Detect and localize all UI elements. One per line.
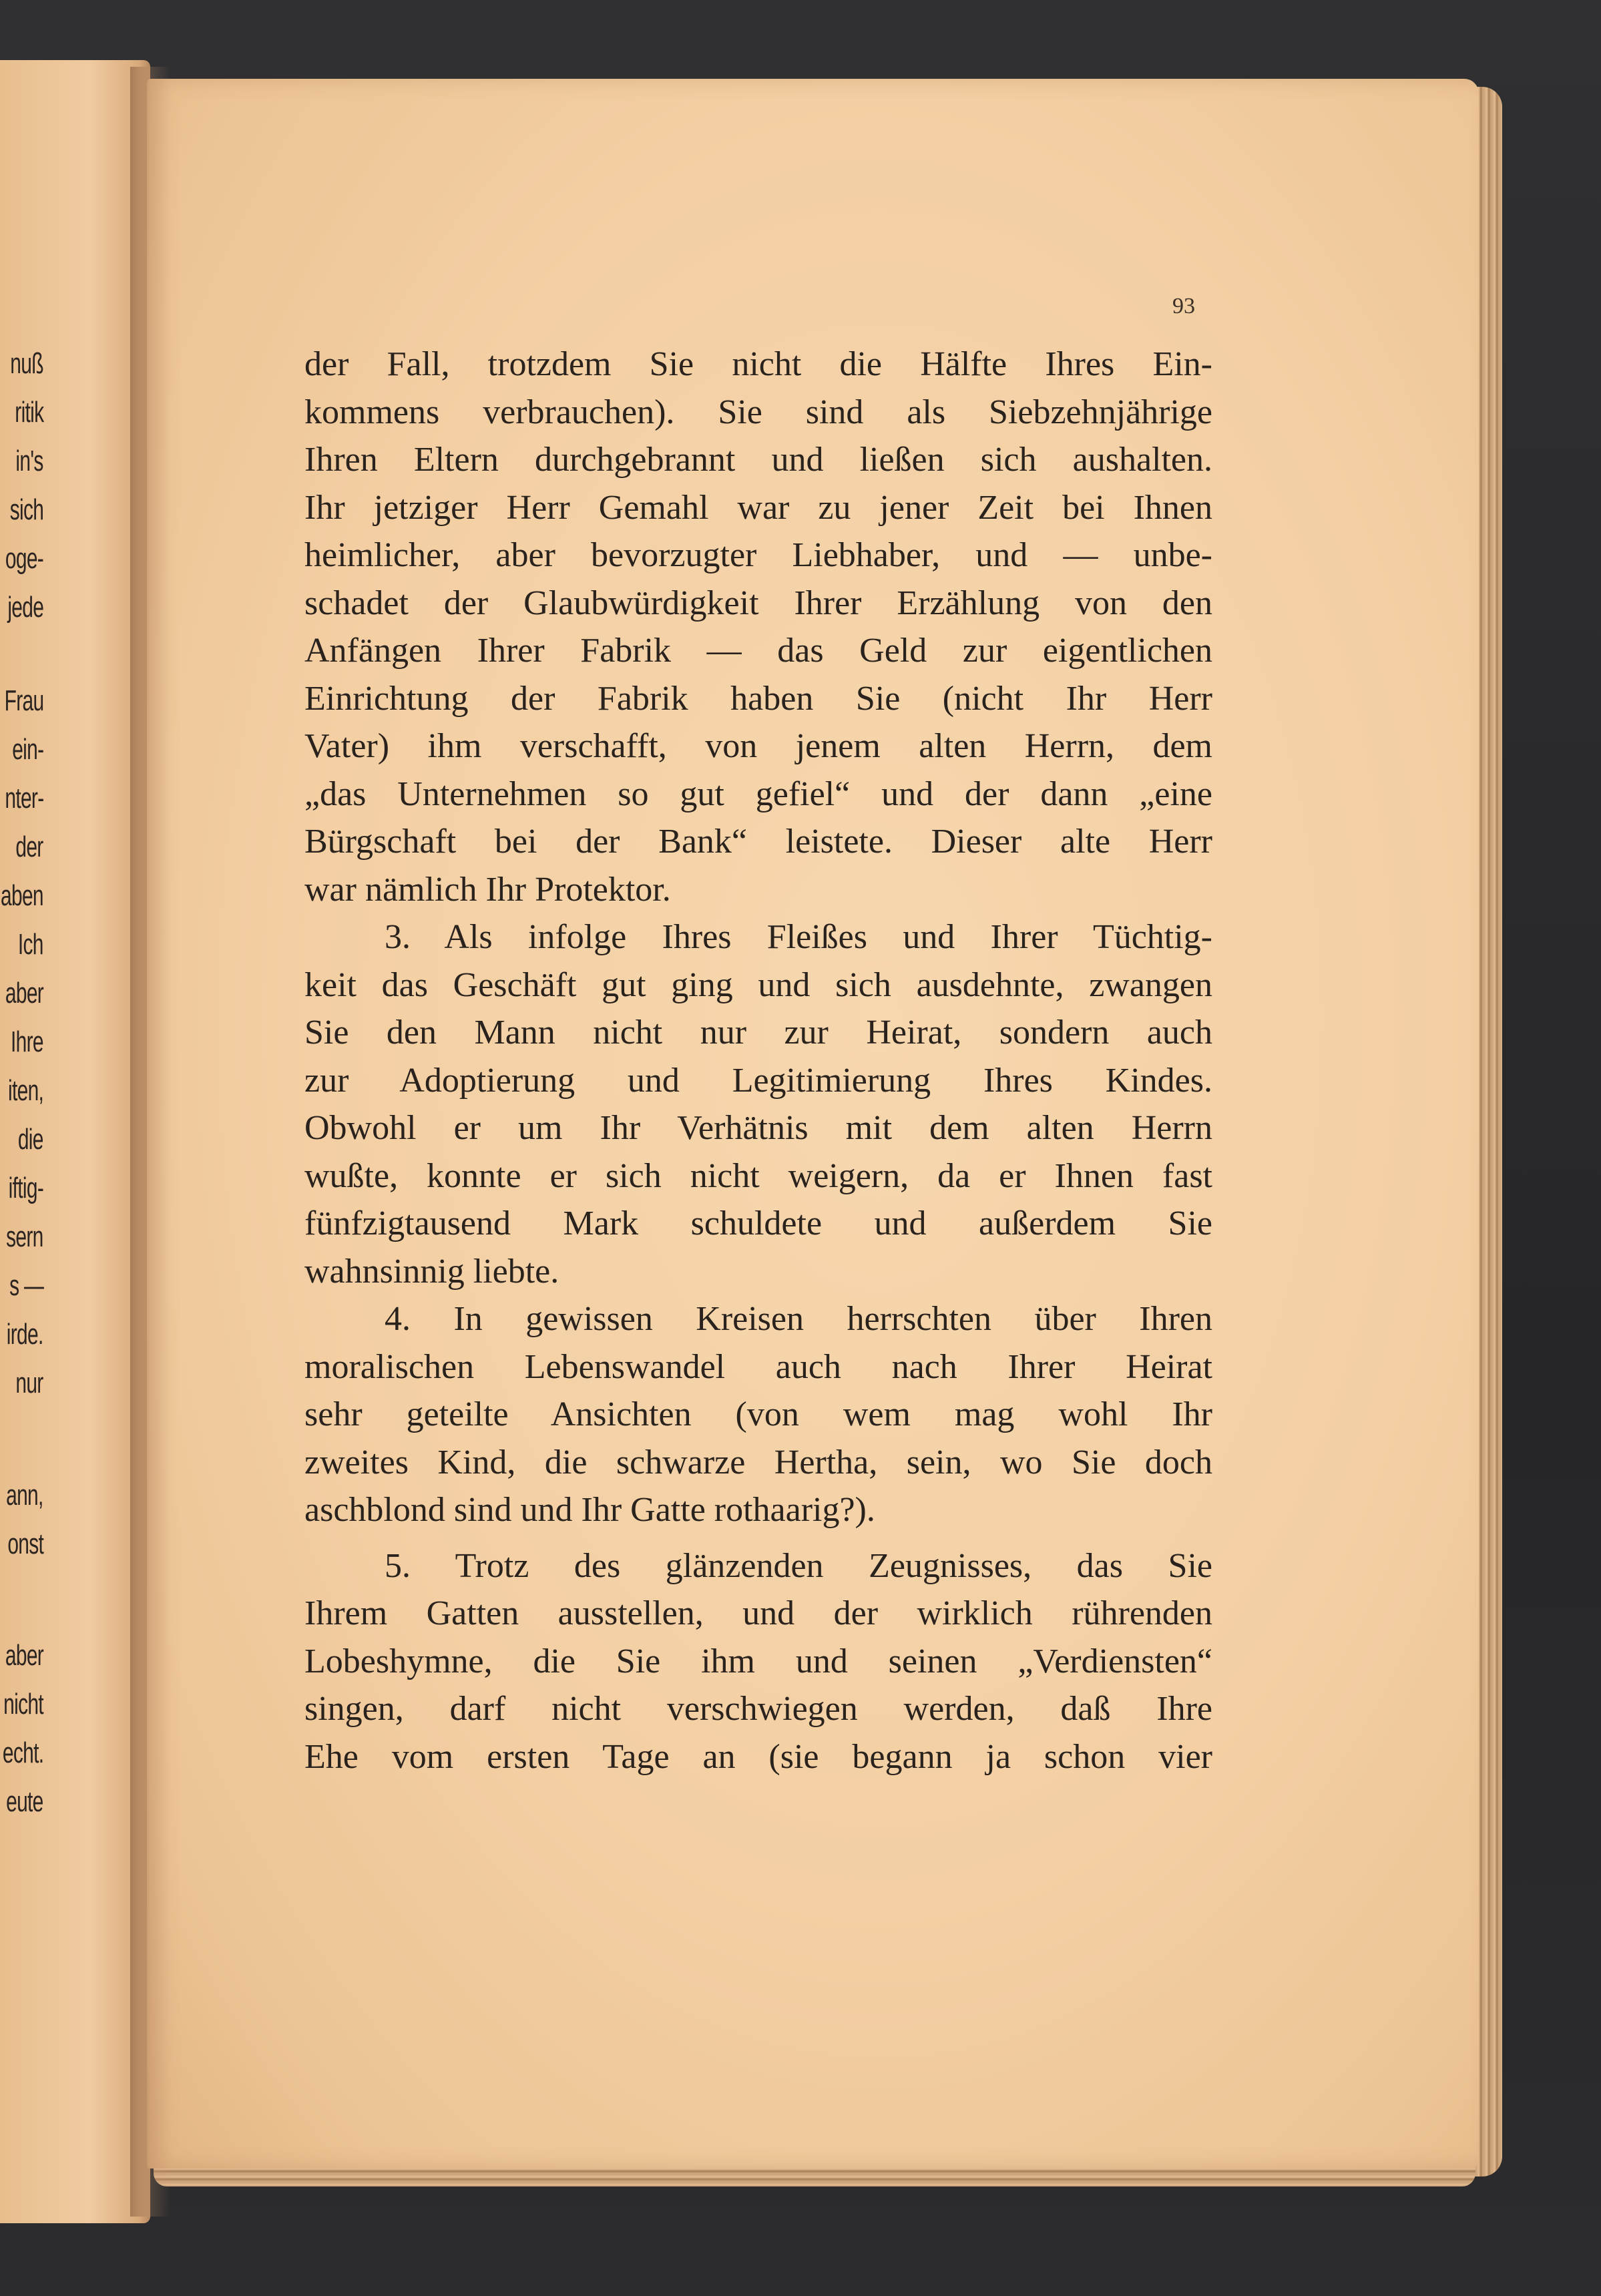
text-line: sehr geteilte Ansichten (von wem mag wohl Ihr <box>304 1395 1212 1433</box>
text-line: Vater) ihm verschafft, von jenem alten Herrn, dem <box>304 727 1212 765</box>
text-line: 3. Als infolge Ihres Fleißes und Ihrer Tüchtig- <box>385 918 1212 956</box>
left-fragment: echt. <box>2 1737 43 1769</box>
left-fragment: in's <box>15 445 43 477</box>
left-fragment: nicht <box>3 1688 43 1720</box>
text-line: zweites Kind, die schwarze Hertha, sein, wo Sie doch <box>304 1443 1212 1481</box>
left-fragment: ein- <box>11 733 43 766</box>
left-fragment: Ich <box>18 928 43 961</box>
text-line: Einrichtung der Fabrik haben Sie (nicht Ihr Herr <box>304 679 1212 718</box>
text-line: Bürgschaft bei der Bank“ leistete. Dieser alte Herr <box>304 823 1212 861</box>
left-fragment: irde. <box>7 1318 43 1351</box>
left-fragment: iten, <box>7 1074 43 1107</box>
text-line: schadet der Glaubwürdigkeit Ihrer Erzählung von den <box>304 584 1212 622</box>
text-line: heimlicher, aber bevorzugter Liebhaber, und — unbe- <box>304 536 1212 574</box>
text-line: aschblond sind und Ihr Gatte rothaarig?). <box>304 1491 875 1529</box>
left-fragment: nter- <box>4 782 43 815</box>
left-fragment: iftig- <box>8 1172 43 1204</box>
text-line: Obwohl er um Ihr Verhätnis mit dem alten Herrn <box>304 1109 1212 1147</box>
text-line: Anfängen Ihrer Fabrik — das Geld zur eigentlichen <box>304 632 1212 670</box>
text-line: Lobeshymne, die Sie ihm und seinen „Verdiensten“ <box>304 1642 1212 1680</box>
left-fragment: ann, <box>6 1479 43 1512</box>
text-line: kommens verbrauchen). Sie sind als Siebzehnjährige <box>304 393 1212 431</box>
text-line: war nämlich Ihr Protektor. <box>304 870 671 909</box>
left-fragment: jede <box>7 591 43 624</box>
left-fragment: aber <box>5 1639 43 1672</box>
text-line: Ihren Eltern durchgebrannt und ließen sich aushalten. <box>304 441 1212 479</box>
text-line: keit das Geschäft gut ging und sich ausdehnte, zwangen <box>304 965 1212 1004</box>
text-line: 5. Trotz des glänzenden Zeugnisses, das Sie <box>385 1546 1212 1585</box>
left-fragment: der <box>15 831 43 863</box>
text-line: zur Adoptierung und Legitimierung Ihres Kindes. <box>304 1061 1212 1100</box>
left-fragment: nuß <box>10 347 43 380</box>
book-gutter <box>130 67 170 2217</box>
left-fragment: Ihre <box>11 1025 43 1058</box>
left-fragment: onst <box>7 1528 43 1560</box>
text-line: wahnsinnig liebte. <box>304 1252 559 1291</box>
left-fragment: aben <box>1 879 43 912</box>
left-page-text-fragments <box>0 60 150 2223</box>
text-line: der Fall, trotzdem Sie nicht die Hälfte Ihres Ein- <box>304 345 1212 383</box>
left-fragment: ritik <box>14 396 43 429</box>
left-fragment: Frau <box>4 684 43 717</box>
left-fragment: sich <box>9 493 43 526</box>
page-number: 93 <box>1172 294 1195 318</box>
text-line: 4. In gewissen Kreisen herrschten über Ihren <box>385 1300 1212 1338</box>
text-line: wußte, konnte er sich nicht weigern, da er Ihnen fast <box>304 1156 1212 1195</box>
left-fragment: sern <box>6 1220 43 1253</box>
left-fragment: nur <box>15 1367 43 1399</box>
text-line: fünfzigtausend Mark schuldete und außerdem Sie <box>304 1204 1212 1242</box>
text-line: Ehe vom ersten Tage an (sie begann ja schon vier <box>304 1737 1212 1776</box>
left-page <box>0 60 150 2223</box>
left-fragment: oge- <box>5 542 43 575</box>
text-line: Ihr jetziger Herr Gemahl war zu jener Zeit bei Ihnen <box>304 488 1212 527</box>
left-fragment: s — <box>9 1269 43 1302</box>
left-fragment: aber <box>5 977 43 1009</box>
text-line: Sie den Mann nicht nur zur Heirat, sondern auch <box>304 1013 1212 1052</box>
text-line: Ihrem Gatten ausstellen, und der wirklich rührenden <box>304 1594 1212 1632</box>
paragraph-gap <box>304 1534 1212 1542</box>
left-fragment: die <box>18 1123 43 1156</box>
text-line: singen, darf nicht verschwiegen werden, daß Ihre <box>304 1690 1212 1728</box>
text-line: „das Unternehmen so gut gefiel“ und der dann „eine <box>304 774 1212 813</box>
text-line: moralischen Lebenswandel auch nach Ihrer Heirat <box>304 1347 1212 1386</box>
body-text <box>304 340 1212 1781</box>
left-fragment: eute <box>6 1785 43 1818</box>
